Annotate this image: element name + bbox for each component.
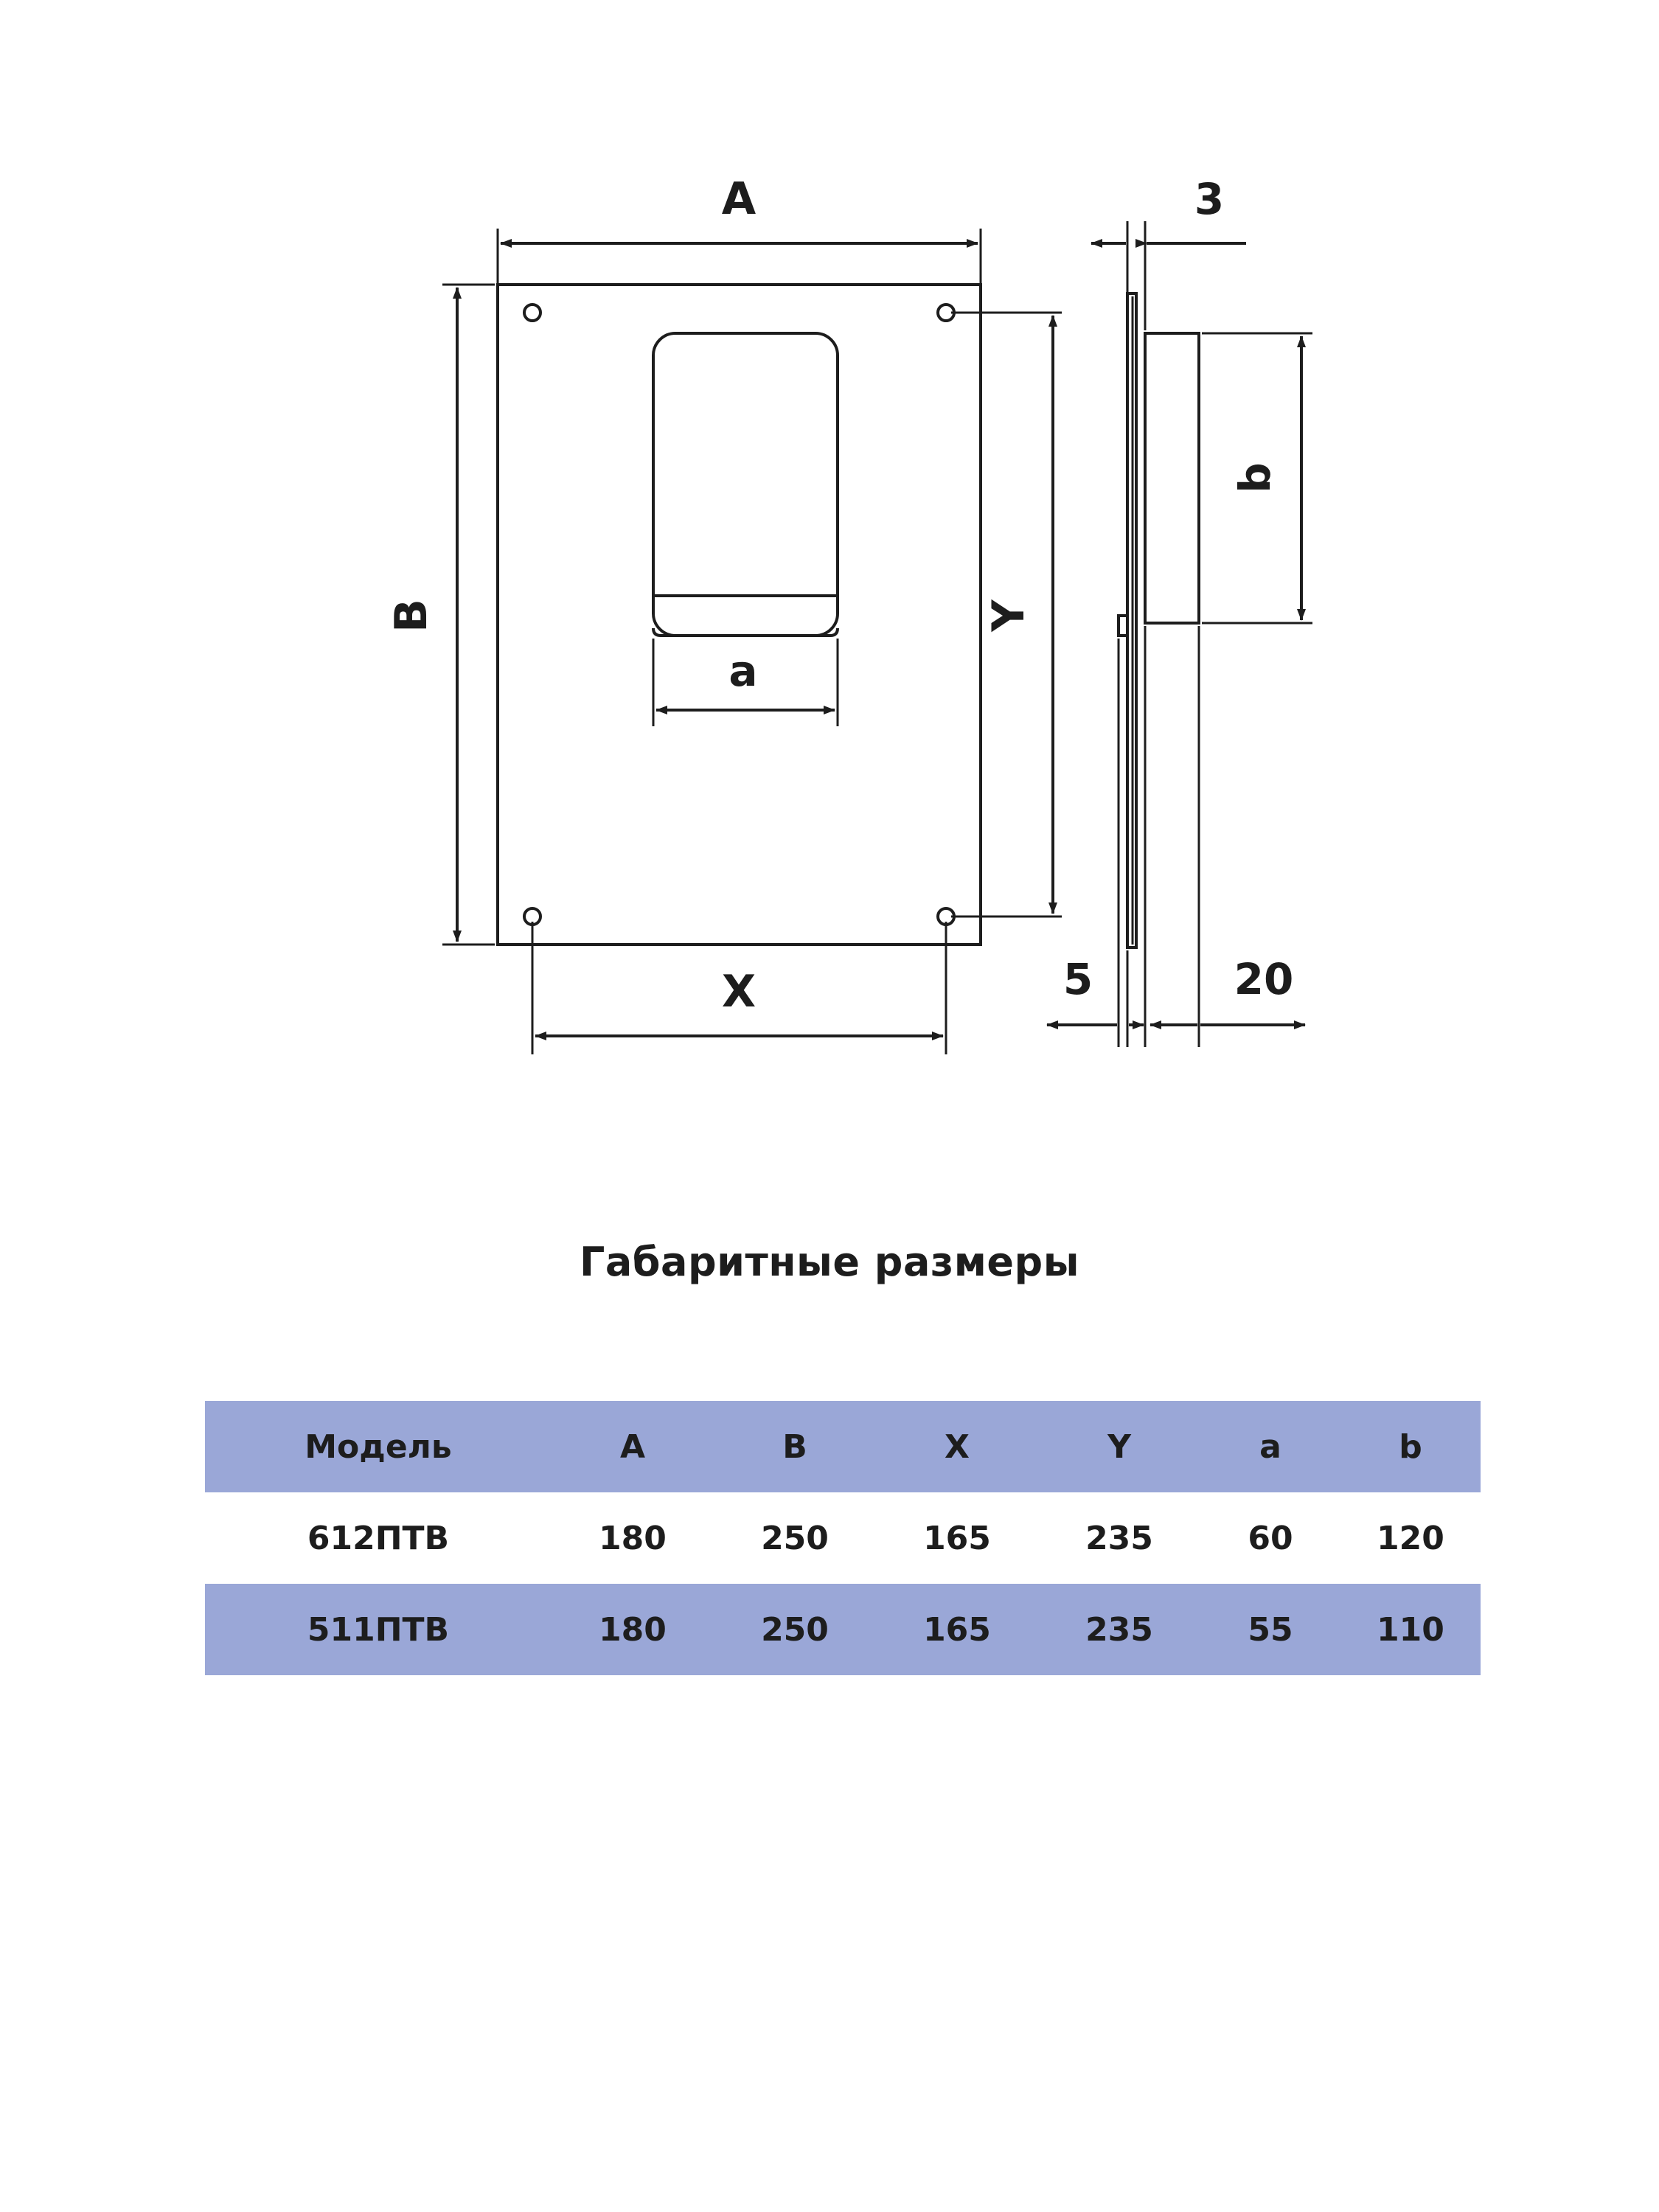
cell-model: 511ПТВ xyxy=(307,1610,450,1649)
cell-b: 120 xyxy=(1377,1519,1444,1557)
dimensions-table-wrapper xyxy=(205,1401,1481,1675)
dimension-label-Y: Y xyxy=(983,599,1034,632)
dimension-label-a: a xyxy=(728,646,758,696)
cell-B: 250 xyxy=(761,1610,829,1649)
table-row xyxy=(205,1492,1481,1584)
table-header-X: X xyxy=(945,1427,970,1466)
table-title: Габаритные размеры xyxy=(579,1239,1080,1285)
dimension-label-A: A xyxy=(721,173,757,225)
cell-A: 180 xyxy=(599,1610,667,1649)
cell-a: 60 xyxy=(1248,1519,1293,1557)
table-row xyxy=(205,1584,1481,1675)
side-view xyxy=(1119,293,1199,947)
side-tab xyxy=(1119,616,1127,636)
dimension-20 xyxy=(1150,626,1305,1047)
dimension-A xyxy=(498,173,981,289)
dimension-label-X: X xyxy=(721,966,757,1018)
cell-A: 180 xyxy=(599,1519,667,1557)
mounting-hole-top-left xyxy=(524,305,540,321)
table-header-Y: Y xyxy=(1107,1427,1131,1466)
table-title-block xyxy=(0,1239,1659,1285)
dimensions-table xyxy=(205,1401,1481,1675)
cell-a: 55 xyxy=(1248,1610,1293,1649)
dimension-b xyxy=(1202,333,1312,623)
dimension-3 xyxy=(1091,174,1246,330)
cell-model: 612ПТВ xyxy=(307,1519,450,1557)
side-spigot xyxy=(1145,333,1199,623)
table-header-a: a xyxy=(1259,1427,1281,1466)
dimension-label-B: B xyxy=(386,599,437,633)
dimension-label-b: b xyxy=(1230,462,1280,493)
dimension-B xyxy=(386,285,495,945)
cell-X: 165 xyxy=(923,1610,991,1649)
dimension-label-3: 3 xyxy=(1194,174,1225,224)
front-view-plate xyxy=(498,285,981,945)
cell-Y: 235 xyxy=(1085,1610,1153,1649)
table-header-B: B xyxy=(782,1427,807,1466)
cell-X: 165 xyxy=(923,1519,991,1557)
central-opening xyxy=(653,333,838,636)
cell-B: 250 xyxy=(761,1519,829,1557)
table-header-b: b xyxy=(1399,1427,1422,1466)
table-header-A: A xyxy=(619,1427,646,1466)
table-header-model: Модель xyxy=(305,1427,452,1466)
dimension-label-5: 5 xyxy=(1062,954,1093,1004)
table-header-row xyxy=(205,1401,1481,1492)
dimension-label-20: 20 xyxy=(1234,954,1294,1004)
cell-b: 110 xyxy=(1377,1610,1444,1649)
cell-Y: 235 xyxy=(1085,1519,1153,1557)
